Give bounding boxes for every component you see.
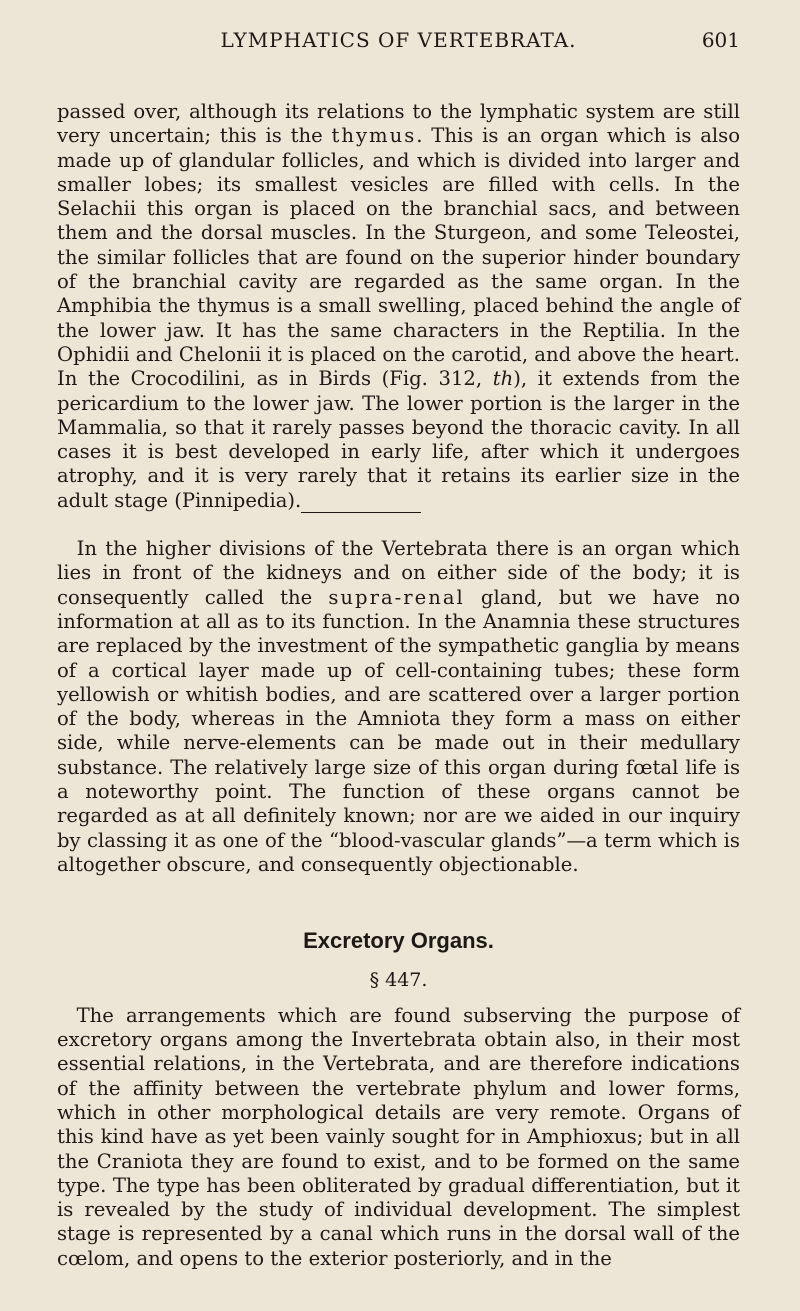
paragraph-text: In the higher divisions of the Vertebrata there is an organ which lies in front of the kidneys and on either side of the body; it is consequently called the (57, 537, 740, 609)
paragraph-text: The arrangements which are found subserving the purpose of excretory organs among the Invertebrata obtain also, in their most essential relations, in the Vertebrata, and are therefore indications of the affinity between the vertebrate phylum and lower forms, which in other morphological details are very remote. Organs of this kind have as yet been vainly sought for in Amphioxus; but in all the Craniota they are found to exist, and to be formed on the same type. The type has been obliterated by gradual differentiation, but it is revealed by the study of individual development. The simplest stage is represented by a canal which runs in the dorsal wall of the cœlom, and opens to the exterior posteriorly, and in the (57, 1003, 740, 1270)
running-head (57, 22, 740, 62)
paragraph-text: gland, but we have no information at all as to its function. In the Anamnia these structures are replaced by the investment of the sympathetic ganglia by means of a cortical layer made up of cell-containing tubes; these form yellowish or whitish bodies, and are scattered over a larger portion of the body, whereas in the Amniota they form a mass on either side, while nerve-elements can be made out in their medullary substance. The relatively large size of this organ during fœtal life is a noteworthy point. The function of these organs cannot be regarded as at all definitely known; nor are we aided in our inquiry by classing it as one of the “blood-vascular glands”—a term which is altogether obscure, and consequently objectionable. (57, 585, 740, 876)
paragraph-suprarenal (57, 537, 740, 877)
running-title: LYMPHATICS OF VERTEBRATA. (220, 28, 577, 52)
section-rule (301, 512, 421, 513)
paragraph-text: ), it extends from the pericardium to the lower jaw. The lower portion is the larger in the Mammalia, so that it rarely passes beyond the thoracic cavity. In all cases it is best developed in early life, after which it undergoes atrophy, and it is very rarely that it retains its earlier size in the adult stage (Pinnipedia). (57, 367, 741, 512)
figure-label: th (492, 367, 514, 391)
term-suprarenal: supra-renal (328, 585, 465, 609)
paragraph-gap (57, 513, 740, 537)
section-number: § 447. (369, 968, 428, 991)
paragraph-text: passed over, although its relations to the lymphatic system are still very uncertain; this is the (57, 100, 740, 148)
paragraph-excretory (57, 1004, 740, 1271)
paragraph-thymus (57, 100, 740, 513)
page-number: 601 (701, 28, 740, 52)
paragraph-text: . This is an organ which is also made up of glandular follicles, and which is divided into larger and smaller lobes; its smallest vesicles are filled with cells. In the Selachii this organ is placed on the branchial sacs, and between them and the dorsal muscles. In the Sturgeon, and some Teleostei, the similar follicles that are found on the superior hinder boundary of the branchial cavity are regarded as the same organ. In the Amphibia the thymus is a small swelling, placed behind the angle of the lower jaw. It has the same characters in the Reptilia. In the Ophidii and Chelonii it is placed on the carotid, and above the heart. In the Crocodilini, as in Birds (Fig. 312, (57, 124, 740, 391)
section-title: Excretory Organs. (303, 928, 494, 954)
term-thymus: thymus (331, 124, 417, 148)
body-text (57, 100, 740, 1271)
